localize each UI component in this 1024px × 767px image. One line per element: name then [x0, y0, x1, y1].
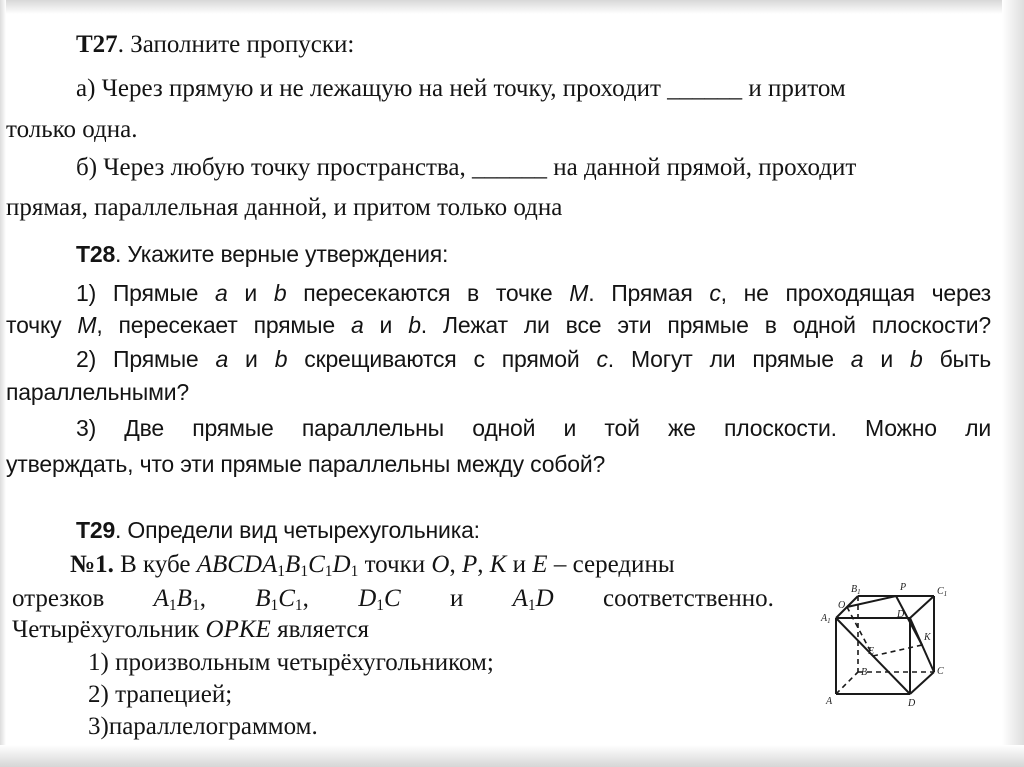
- text-run: , не проходящая через: [720, 280, 992, 306]
- page-edge-bottom: [0, 745, 1024, 767]
- var-a: a: [850, 346, 864, 372]
- seg-letter: D: [358, 585, 377, 612]
- label-K: K: [924, 632, 931, 643]
- text-run: , пересекает прямые: [96, 312, 351, 338]
- t28-heading: [76, 239, 448, 269]
- label-E: E: [868, 646, 875, 657]
- text-run: точки: [358, 551, 432, 578]
- t28-q1-line2: [6, 310, 991, 340]
- subscript: 1: [350, 562, 359, 580]
- t27-heading: [76, 30, 354, 60]
- point-E: E: [532, 551, 548, 578]
- text-run: быть: [922, 346, 991, 372]
- text-run: . Прямая: [588, 280, 710, 306]
- var-b: b: [273, 280, 287, 306]
- segment-A1D: [513, 584, 554, 614]
- t27-a-line2: только одна.: [6, 116, 138, 143]
- text-run: В кубе: [113, 551, 197, 578]
- text-run: – середины: [547, 551, 675, 578]
- page-edge-right: [1002, 0, 1024, 767]
- subscript: 1: [191, 596, 200, 614]
- answer-option-2: 2) трапецией;: [88, 681, 233, 708]
- t29-number: T29: [76, 517, 116, 543]
- cube-name: D: [332, 551, 351, 578]
- text-run: ,: [477, 551, 490, 578]
- comma: ,: [199, 585, 206, 612]
- text-run: отрезков: [12, 585, 105, 612]
- t28-number: T28: [76, 241, 116, 267]
- subscript: 1: [300, 562, 309, 580]
- label-D: D: [908, 698, 916, 709]
- label-P: P: [900, 582, 907, 593]
- subscript: 1: [294, 596, 303, 614]
- text-run: ,: [449, 551, 462, 578]
- label-O: O: [838, 600, 846, 611]
- t28-q2-line1: [76, 344, 991, 374]
- text-run: пересекаются в точке: [286, 280, 570, 306]
- var-c: c: [596, 346, 608, 372]
- t27-b-line2: прямая, параллельная данной, и притом только одна: [6, 194, 563, 221]
- segment-D1C: [358, 584, 401, 614]
- var-b: b: [408, 312, 421, 338]
- subscript: 1: [324, 562, 333, 580]
- t27-b-line1: б) Через любую точку пространства, ______ на данной прямой, проходит: [76, 154, 857, 181]
- subscript: 1: [527, 596, 536, 614]
- text-run: и: [449, 585, 464, 612]
- var-M: M: [77, 312, 97, 338]
- t28-title: . Укажите верные утверждения:: [115, 241, 449, 267]
- t27-number: T27: [76, 31, 118, 58]
- t29-task-line2: [12, 584, 774, 614]
- text-run: Четырёхугольник: [12, 616, 206, 643]
- segment-OP: [847, 596, 896, 607]
- text-run: соответственно.: [602, 585, 774, 612]
- text-run: 1) Прямые: [76, 280, 216, 306]
- edge-DC: [910, 672, 934, 694]
- cube-figure: [818, 576, 964, 716]
- edge-D1C1: [910, 596, 934, 618]
- subscript: 1: [376, 596, 384, 614]
- subscript: 1: [270, 596, 279, 614]
- subscript: 1: [168, 596, 177, 614]
- label-B: B: [861, 667, 868, 678]
- text-run: . Могут ли прямые: [607, 346, 851, 372]
- text-run: и: [863, 346, 910, 372]
- text-run: и: [227, 280, 274, 306]
- var-a: a: [350, 312, 364, 338]
- text-run: . Лежат ли все эти прямые в одной плоскости?: [420, 312, 992, 338]
- answer-option-1: 1) произвольным четырёхугольником;: [88, 649, 494, 676]
- task-number: №1.: [70, 551, 114, 578]
- var-b: b: [274, 346, 288, 372]
- seg-letter: A: [153, 585, 169, 612]
- segment-B1C1: [255, 584, 309, 614]
- segment-EK: [873, 645, 922, 656]
- var-a: a: [215, 280, 228, 306]
- comma: ,: [302, 585, 309, 612]
- text-run: и: [228, 346, 275, 372]
- t29-task-line3: [12, 615, 369, 645]
- point-P: P: [461, 551, 478, 578]
- point-O: O: [431, 551, 450, 578]
- text-run: 2) Прямые: [76, 346, 216, 372]
- t29-title: . Определи вид четырехугольника:: [115, 517, 480, 543]
- var-b: b: [910, 346, 923, 372]
- cube-name: B: [285, 551, 301, 578]
- t28-q2-line2: параллельными?: [6, 379, 189, 405]
- text-run: точку: [6, 312, 78, 338]
- page-edge-top: [0, 0, 1024, 14]
- seg-letter: B: [255, 585, 271, 612]
- point-K: K: [489, 551, 507, 578]
- seg-letter: B: [176, 585, 192, 612]
- var-a: a: [215, 346, 229, 372]
- var-M: M: [569, 280, 589, 306]
- text-run: скрещиваются с прямой: [287, 346, 597, 372]
- label-A: A: [826, 696, 833, 707]
- cube-name: ABCDA: [196, 551, 278, 578]
- label-A1: $A_1$: [821, 613, 831, 625]
- text-run: и: [363, 312, 409, 338]
- subscript: 1: [277, 562, 286, 580]
- var-c: c: [709, 280, 721, 306]
- answer-option-3: 3)параллелограммом.: [88, 713, 318, 740]
- label-C: C: [937, 666, 944, 677]
- t27-a-line1: а) Через прямую и не лежащую на ней точку, проходит ______ и притом: [76, 75, 846, 102]
- t28-q3-line1: 3) Две прямые параллельны одной и той же плоскости. Можно ли: [76, 415, 991, 441]
- quad-name: OPKE: [205, 616, 271, 643]
- t28-q3-line2: утверждать, что эти прямые параллельны между собой?: [6, 451, 606, 477]
- edge-AB: [836, 672, 858, 694]
- t27-title: . Заполните пропуски:: [117, 31, 355, 58]
- t28-q1-line1: [76, 278, 991, 308]
- text-run: является: [270, 616, 369, 643]
- segment-A1B1: [154, 584, 206, 614]
- t29-task-line1: [70, 550, 675, 580]
- t29-heading: [76, 515, 480, 545]
- cube-name: C: [308, 551, 325, 578]
- seg-letter: D: [535, 585, 554, 612]
- seg-letter: C: [278, 585, 295, 612]
- label-B1: $B_1$: [851, 584, 861, 596]
- label-D1: $D_1$: [897, 609, 908, 621]
- label-C1: $C_1$: [937, 586, 948, 598]
- seg-letter: A: [512, 585, 528, 612]
- seg-letter: C: [384, 585, 401, 612]
- text-run: и: [506, 551, 533, 578]
